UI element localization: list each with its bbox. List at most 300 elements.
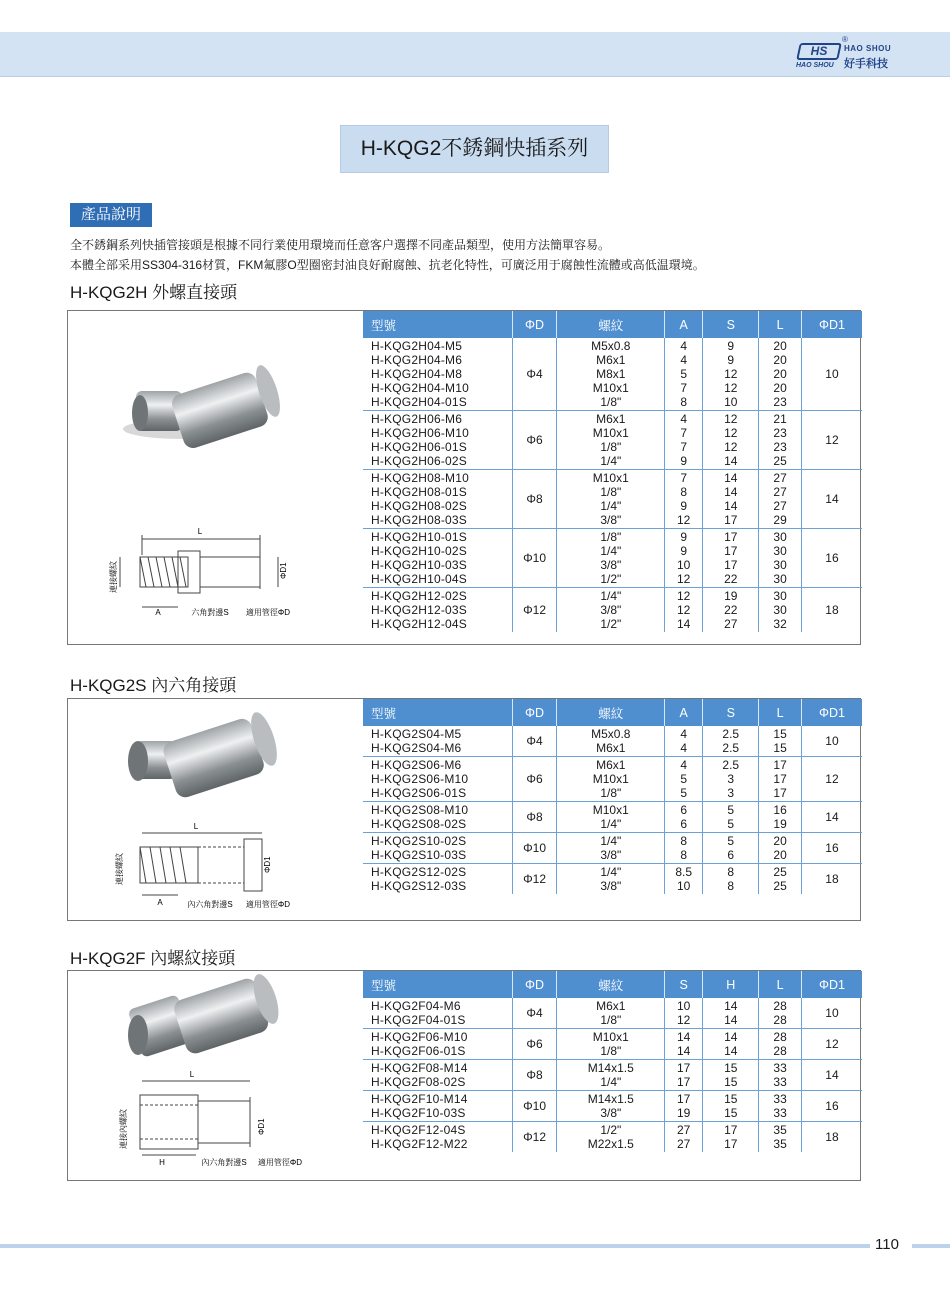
dim-l-cell [759,1029,802,1060]
thread-value: M6x1 [596,353,626,367]
dim-label-a: A [157,898,163,907]
thread-value: M5x0.8 [591,727,631,741]
fitting-photo [128,709,282,800]
dim-label-thread: 連接內螺紋 [119,1109,128,1149]
model-cell [363,998,512,1029]
model-value: H-KQG2S08-02S [371,817,467,831]
dim-l-cell [759,1091,802,1122]
a-value: 6 [680,817,688,831]
thread-value: 1/8" [600,440,622,454]
dim-a-cell [665,998,703,1029]
diameter-cell: Φ4 [512,998,557,1029]
s-value: 14 [724,454,738,468]
diameter-cell: Φ4 [512,726,557,757]
l-value: 35 [773,1137,787,1151]
s-value: 14 [724,499,738,513]
a-value: 14 [676,617,691,631]
dim-l-cell [759,1060,802,1091]
thread-value: M10x1 [592,1030,629,1044]
model-value: H-KQG2H04-01S [371,395,467,409]
diameter-cell: Φ8 [512,802,557,833]
dim-s-cell [703,802,759,833]
column-header: ΦD [512,971,557,998]
table-row [363,833,862,864]
thread-cell [557,588,665,633]
a-value: 12 [676,513,691,527]
dimension-drawing [120,535,278,607]
thread-value: M5x0.8 [591,339,631,353]
a-value: 4 [680,727,688,741]
a-value: 9 [680,454,688,468]
dim-label-tube: 適用管徑ΦD [245,900,291,909]
dim-l-cell [759,588,802,633]
d1-cell: 14 [801,1060,862,1091]
thread-value: 1/4" [600,544,622,558]
s-value: 9 [727,353,735,367]
a-value: 14 [676,1044,691,1058]
l-value: 30 [773,530,787,544]
a-value: 7 [680,381,688,395]
thread-value: M10x1 [592,471,629,485]
table-row [363,802,862,833]
a-value: 5 [680,367,688,381]
dim-s-cell [703,338,759,411]
l-value: 20 [773,834,787,848]
diameter-cell: Φ6 [512,757,557,802]
table-row [363,1091,862,1122]
model-cell [363,338,512,411]
l-value: 15 [773,741,787,755]
s-value: 12 [724,412,738,426]
d1-cell: 10 [801,998,862,1029]
l-value: 23 [773,440,787,454]
diameter-cell: Φ6 [512,411,557,470]
s-value: 5 [727,834,735,848]
diameter-cell: Φ12 [512,588,557,633]
fitting-photo [123,363,285,451]
dim-label-length: L [189,1070,195,1079]
thread-value: 3/8" [600,848,622,862]
model-value: H-KQG2S06-M10 [371,772,469,786]
l-value: 27 [773,485,787,499]
dim-label-tube: 適用管徑ΦD [257,1158,303,1167]
model-value: H-KQG2S06-01S [371,786,467,800]
model-value: H-KQG2H10-02S [371,544,467,558]
diameter-cell: Φ10 [512,833,557,864]
diameter-cell: Φ4 [512,338,557,411]
l-value: 33 [773,1106,787,1120]
a-value: 8 [680,834,688,848]
dim-a-cell [665,757,703,802]
model-value: H-KQG2F08-M14 [371,1061,468,1075]
d1-cell: 16 [801,1091,862,1122]
a-value: 17 [676,1061,691,1075]
dim-l-cell [759,470,802,529]
s-value: 14 [724,999,738,1013]
a-value: 19 [676,1106,691,1120]
a-value: 17 [676,1092,691,1106]
model-value: H-KQG2S10-03S [371,848,467,862]
brand-logo [796,35,898,70]
s-value: 3 [727,772,735,786]
s-value: 12 [724,440,738,454]
registered-mark: ® [842,35,848,44]
d1-cell: 16 [801,833,862,864]
column-header: ΦD1 [801,971,862,998]
model-value: H-KQG2H06-M10 [371,426,469,440]
l-value: 30 [773,572,787,586]
table-row [363,588,862,633]
table-row [363,411,862,470]
column-header: ΦD [512,699,557,726]
thread-value: 1/8" [600,485,622,499]
dim-s-cell [703,757,759,802]
thread-cell [557,864,665,895]
s-value: 12 [724,381,738,395]
footer-rule [0,1244,870,1248]
dim-label-hex: 內六角對邊S [201,1158,247,1167]
d1-cell: 12 [801,757,862,802]
l-value: 25 [773,865,787,879]
thread-value: 1/2" [600,617,622,631]
a-value: 7 [680,426,688,440]
model-value: H-KQG2H08-03S [371,513,467,527]
s-value: 22 [724,572,738,586]
a-value: 4 [680,412,688,426]
product-box-kqg2f [67,970,861,1181]
s-value: 17 [724,544,738,558]
model-value: H-KQG2F12-M22 [371,1137,468,1151]
s-value: 12 [724,367,738,381]
a-value: 7 [680,440,688,454]
model-value: H-KQG2H08-02S [371,499,467,513]
footer-rule-right [912,1244,950,1248]
thread-value: M6x1 [596,758,626,772]
spec-table-kqg2h [363,311,862,632]
a-value: 27 [676,1137,691,1151]
d1-cell: 18 [801,864,862,895]
s-value: 8 [727,879,735,893]
thread-value: M22x1.5 [587,1137,634,1151]
l-value: 28 [773,999,787,1013]
model-value: H-KQG2S04-M6 [371,741,462,755]
thread-value: M10x1 [592,772,629,786]
model-value: H-KQG2F10-03S [371,1106,466,1120]
model-cell [363,757,512,802]
dim-s-cell [703,726,759,757]
model-value: H-KQG2F06-01S [371,1044,466,1058]
l-value: 20 [773,381,787,395]
dim-l-cell [759,833,802,864]
a-value: 8.5 [675,865,693,879]
section-title-kqg2h: H-KQG2H 外螺直接頭 [70,283,238,302]
thread-value: 1/4" [600,454,622,468]
model-value: H-KQG2H08-M10 [371,471,469,485]
d1-cell: 18 [801,588,862,633]
thread-value: 1/4" [600,817,622,831]
a-value: 8 [680,485,688,499]
model-cell [363,864,512,895]
dim-label-tube: 適用管徑ΦD [245,608,291,617]
table-row [363,1122,862,1153]
dim-label-thread: 連接螺紋 [115,853,124,885]
l-value: 20 [773,367,787,381]
column-header: S [665,971,703,998]
model-value: H-KQG2H04-M8 [371,367,463,381]
description-line: 全不銹鋼系列快插管接頭是根據不同行業使用環境而任意客户選擇不同產品類型，使用方法簡單容易。 [70,238,611,252]
thread-cell [557,833,665,864]
dim-a-cell [665,411,703,470]
thread-cell [557,998,665,1029]
s-value: 15 [724,1092,738,1106]
a-value: 7 [680,471,688,485]
a-value: 14 [676,1030,691,1044]
l-value: 27 [773,499,787,513]
s-value: 9 [727,339,735,353]
model-value: H-KQG2F12-04S [371,1123,466,1137]
l-value: 25 [773,454,787,468]
s-value: 15 [724,1075,738,1089]
s-value: 22 [724,603,738,617]
dim-l-cell [759,864,802,895]
l-value: 30 [773,589,787,603]
dim-s-cell [703,588,759,633]
thread-cell [557,470,665,529]
l-value: 15 [773,727,787,741]
a-value: 4 [680,339,688,353]
dim-l-cell [759,338,802,411]
l-value: 17 [773,758,787,772]
model-value: H-KQG2F10-M14 [371,1092,468,1106]
fitting-illustration [68,699,362,920]
model-value: H-KQG2H10-04S [371,572,467,586]
dim-s-cell [703,1122,759,1153]
model-cell [363,1060,512,1091]
model-value: H-KQG2H08-01S [371,485,467,499]
table-row [363,529,862,588]
table-row [363,470,862,529]
spec-table-kqg2f [363,971,862,1152]
l-value: 30 [773,558,787,572]
thread-value: 3/8" [600,513,622,527]
dim-label-a: A [155,608,161,617]
model-cell [363,1029,512,1060]
dim-a-cell [665,529,703,588]
s-value: 2.5 [722,741,740,755]
thread-value: 1/8" [600,530,622,544]
thread-cell [557,411,665,470]
table-row [363,1060,862,1091]
thread-value: 3/8" [600,1106,622,1120]
a-value: 6 [680,803,688,817]
model-value: H-KQG2F04-01S [371,1013,466,1027]
dim-s-cell [703,529,759,588]
a-value: 12 [676,603,691,617]
column-header: S [703,699,759,726]
d1-cell: 16 [801,529,862,588]
s-value: 14 [724,1044,738,1058]
diameter-cell: Φ8 [512,1060,557,1091]
a-value: 4 [680,353,688,367]
l-value: 33 [773,1092,787,1106]
s-value: 14 [724,485,738,499]
s-value: 17 [724,558,738,572]
a-value: 4 [680,758,688,772]
product-box-kqg2s [67,698,861,921]
s-value: 8 [727,865,735,879]
thread-cell [557,757,665,802]
a-value: 12 [676,572,691,586]
thread-cell [557,1029,665,1060]
l-value: 20 [773,339,787,353]
l-value: 16 [773,803,787,817]
column-header: 型號 [363,971,512,998]
page-title: H-KQG2不銹鋼快插系列 [340,125,609,173]
model-value: H-KQG2S12-03S [371,879,467,893]
thread-value: M10x1 [592,426,629,440]
logo-mark-text: HS [810,44,828,58]
model-cell [363,411,512,470]
l-value: 35 [773,1123,787,1137]
l-value: 28 [773,1030,787,1044]
dim-s-cell [703,411,759,470]
model-value: H-KQG2H04-M6 [371,353,463,367]
column-header: L [759,311,802,338]
model-value: H-KQG2H06-01S [371,440,467,454]
column-header: A [665,311,703,338]
model-cell [363,726,512,757]
diameter-cell: Φ10 [512,1091,557,1122]
dim-label-d1: ΦD1 [263,856,272,873]
thread-value: 1/8" [600,1013,622,1027]
s-value: 5 [727,803,735,817]
description-badge: 產品說明 [70,203,152,227]
dim-l-cell [759,411,802,470]
l-value: 21 [773,412,787,426]
thread-value: M10x1 [592,381,629,395]
thread-value: 1/8" [600,395,622,409]
model-value: H-KQG2H06-02S [371,454,467,468]
model-value: H-KQG2H10-03S [371,558,467,572]
s-value: 2.5 [722,758,740,772]
logo-mark [796,43,842,60]
thread-cell [557,338,665,411]
s-value: 12 [724,426,738,440]
thread-value: M10x1 [592,803,629,817]
model-value: H-KQG2F04-M6 [371,999,461,1013]
a-value: 10 [676,999,691,1013]
dim-l-cell [759,802,802,833]
l-value: 32 [773,617,787,631]
dim-a-cell [665,802,703,833]
a-value: 9 [680,530,688,544]
l-value: 27 [773,471,787,485]
a-value: 12 [676,589,691,603]
thread-value: 3/8" [600,558,622,572]
dim-label-length: L [193,822,199,831]
s-value: 14 [724,1030,738,1044]
a-value: 5 [680,786,688,800]
model-cell [363,833,512,864]
l-value: 33 [773,1061,787,1075]
diameter-cell: Φ12 [512,864,557,895]
a-value: 10 [676,558,691,572]
thread-value: 3/8" [600,603,622,617]
thread-cell [557,1091,665,1122]
table-row [363,757,862,802]
model-cell [363,1091,512,1122]
dim-s-cell [703,1060,759,1091]
s-value: 5 [727,817,735,831]
model-value: H-KQG2F08-02S [371,1075,466,1089]
model-cell [363,802,512,833]
s-value: 2.5 [722,727,740,741]
model-cell [363,1122,512,1153]
model-value: H-KQG2S10-02S [371,834,467,848]
d1-cell: 18 [801,1122,862,1153]
dim-a-cell [665,1091,703,1122]
fitting-illustration [68,311,362,644]
model-cell [363,588,512,633]
diameter-cell: Φ12 [512,1122,557,1153]
diameter-cell: Φ6 [512,1029,557,1060]
model-value: H-KQG2H10-01S [371,530,467,544]
l-value: 19 [773,817,787,831]
l-value: 28 [773,1013,787,1027]
column-header: A [665,699,703,726]
dim-a-cell [665,864,703,895]
a-value: 9 [680,499,688,513]
l-value: 30 [773,544,787,558]
dim-label-thread: 連接螺紋 [109,561,118,593]
d1-cell: 12 [801,1029,862,1060]
dim-a-cell [665,1029,703,1060]
column-header: ΦD1 [801,699,862,726]
column-header: 螺紋 [557,699,665,726]
column-header: 螺紋 [557,971,665,998]
table-row [363,338,862,411]
s-value: 27 [724,617,738,631]
a-value: 12 [676,1013,691,1027]
thread-value: 1/4" [600,589,622,603]
thread-cell [557,1060,665,1091]
s-value: 17 [724,1123,738,1137]
s-value: 15 [724,1061,738,1075]
thread-cell [557,529,665,588]
column-header: 型號 [363,699,512,726]
thread-value: 1/4" [600,1075,622,1089]
a-value: 4 [680,741,688,755]
a-value: 27 [676,1123,691,1137]
thread-value: M6x1 [596,741,626,755]
l-value: 17 [773,786,787,800]
table-row [363,726,862,757]
fitting-photo [128,971,284,1058]
model-value: H-KQG2H04-M10 [371,381,469,395]
section-title-kqg2f: H-KQG2F 內螺紋接頭 [70,949,236,968]
l-value: 29 [773,513,787,527]
column-header: L [759,971,802,998]
model-value: H-KQG2S04-M5 [371,727,462,741]
table-row [363,864,862,895]
d1-cell: 12 [801,411,862,470]
brand-chinese: 好手科技 [844,58,888,70]
a-value: 5 [680,772,688,786]
l-value: 23 [773,395,787,409]
thread-value: 3/8" [600,879,622,893]
thread-value: 1/8" [600,1044,622,1058]
thread-cell [557,726,665,757]
